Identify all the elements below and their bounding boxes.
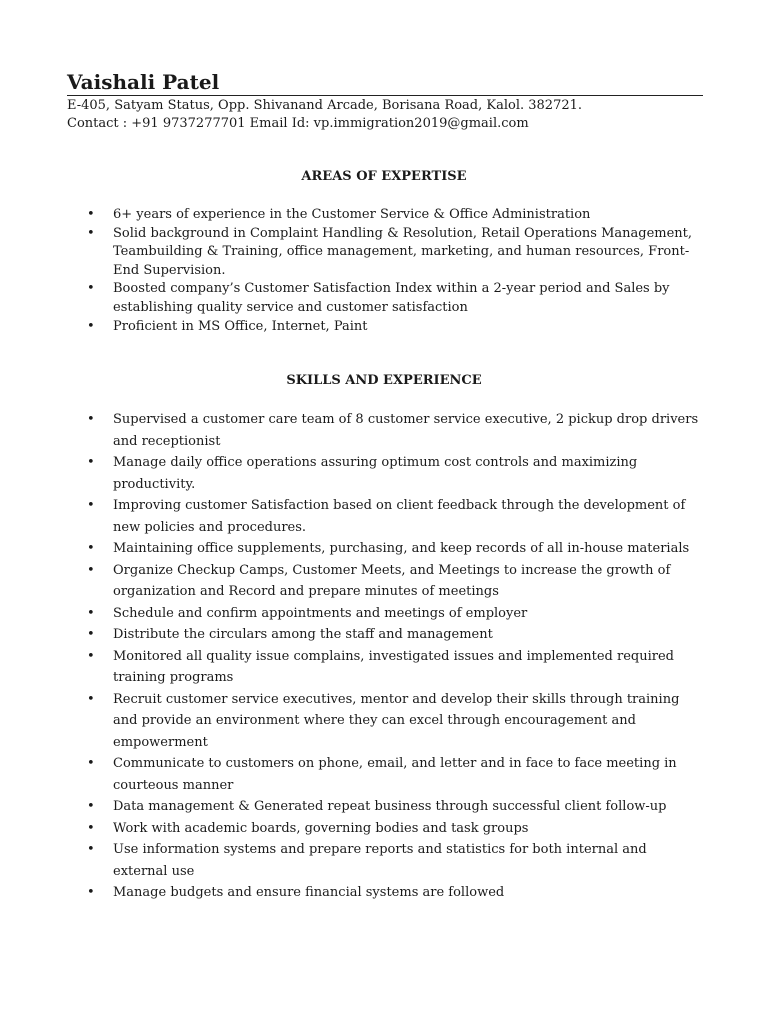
bullet-icon: • — [87, 455, 95, 470]
list-item — [87, 689, 702, 754]
list-item-text: Organize Checkup Camps, Customer Meets, and Meetings to increase the growth of organization and Record and prepare minutes of meetings — [113, 562, 671, 599]
list-item — [87, 646, 702, 689]
bullet-icon: • — [87, 498, 95, 513]
section-heading-skills: SKILLS AND EXPERIENCE — [286, 373, 482, 388]
list-item-text: Manage budgets and ensure financial systems are followed — [113, 885, 505, 900]
list-item — [87, 495, 702, 538]
bullet-icon: • — [87, 281, 95, 297]
list-item — [87, 624, 702, 646]
list-item-text: Supervised a customer care team of 8 customer service executive, 2 pickup drop drivers and receptionist — [113, 412, 699, 449]
list-item-text: Data management & Generated repeat business through successful client follow-up — [113, 799, 667, 814]
list-item-text: Schedule and confirm appointments and meetings of employer — [113, 605, 528, 621]
list-item — [87, 318, 702, 337]
list-item — [87, 603, 702, 625]
contact-line: Contact : +91 9737277701 Email Id: vp.immigration2019@gmail.com — [67, 116, 529, 131]
list-item-text: Manage daily office operations assuring optimum cost controls and maximizing productivity. — [113, 455, 638, 492]
bullet-icon: • — [87, 562, 95, 578]
list-item — [87, 818, 702, 840]
list-item — [87, 839, 702, 882]
section-heading-areas: AREAS OF EXPERTISE — [301, 169, 467, 184]
list-item — [87, 206, 702, 225]
bullet-icon: • — [87, 648, 95, 664]
list-item — [87, 882, 702, 904]
bullet-icon: • — [87, 318, 95, 334]
skills-list — [87, 409, 702, 904]
bullet-icon: • — [87, 820, 95, 836]
bullet-icon: • — [87, 627, 95, 642]
list-item — [87, 409, 702, 452]
list-item-text: 6+ years of experience in the Customer Service & Office Administration — [113, 207, 591, 222]
list-item-text: Communicate to customers on phone, email, and letter and in face to face meeting in courteous manner — [113, 756, 677, 793]
list-item-text: Solid background in Complaint Handling & Resolution, Retail Operations Management, Teambuilding & Training, office management, marketing, and human resources, Front-End Supervision. — [113, 225, 693, 278]
list-item-text: Use information systems and prepare reports and statistics for both internal and external use — [113, 842, 647, 879]
list-item-text: Boosted company’s Customer Satisfaction Index within a 2-year period and Sales by establishing quality service and customer satisfaction — [113, 281, 670, 315]
bullet-icon: • — [87, 756, 95, 771]
bullet-icon: • — [87, 541, 95, 556]
bullet-icon: • — [87, 207, 95, 222]
list-item — [87, 280, 702, 317]
bullet-icon: • — [87, 691, 95, 707]
list-item — [87, 225, 702, 281]
list-item — [87, 753, 702, 796]
list-item-text: Work with academic boards, governing bodies and task groups — [113, 820, 529, 836]
list-item-text: Improving customer Satisfaction based on client feedback through the development of new policies and procedures. — [113, 498, 686, 535]
list-item — [87, 538, 702, 560]
list-item-text: Distribute the circulars among the staff and management — [113, 627, 493, 642]
list-item-text: Monitored all quality issue complains, investigated issues and implemented required training programs — [113, 648, 674, 685]
list-item — [87, 560, 702, 603]
list-item-text: Maintaining office supplements, purchasing, and keep records of all in-house materials — [113, 541, 690, 556]
contact-block — [67, 97, 582, 133]
bullet-icon: • — [87, 885, 95, 900]
candidate-name: Vaishali Patel — [67, 70, 220, 94]
list-item — [87, 452, 702, 495]
header-divider — [67, 95, 703, 96]
bullet-icon: • — [87, 605, 95, 621]
areas-list — [87, 206, 702, 336]
bullet-icon: • — [87, 799, 95, 814]
list-item-text: Proficient in MS Office, Internet, Paint — [113, 318, 368, 334]
list-item-text: Recruit customer service executives, mentor and develop their skills through training and provide an environment where they can excel through encouragement and empowerment — [113, 691, 680, 750]
bullet-icon: • — [87, 225, 95, 241]
address-line: E-405, Satyam Status, Opp. Shivanand Arcade, Borisana Road, Kalol. 382721. — [67, 98, 583, 113]
bullet-icon: • — [87, 412, 95, 427]
bullet-icon: • — [87, 842, 95, 857]
list-item — [87, 796, 702, 818]
